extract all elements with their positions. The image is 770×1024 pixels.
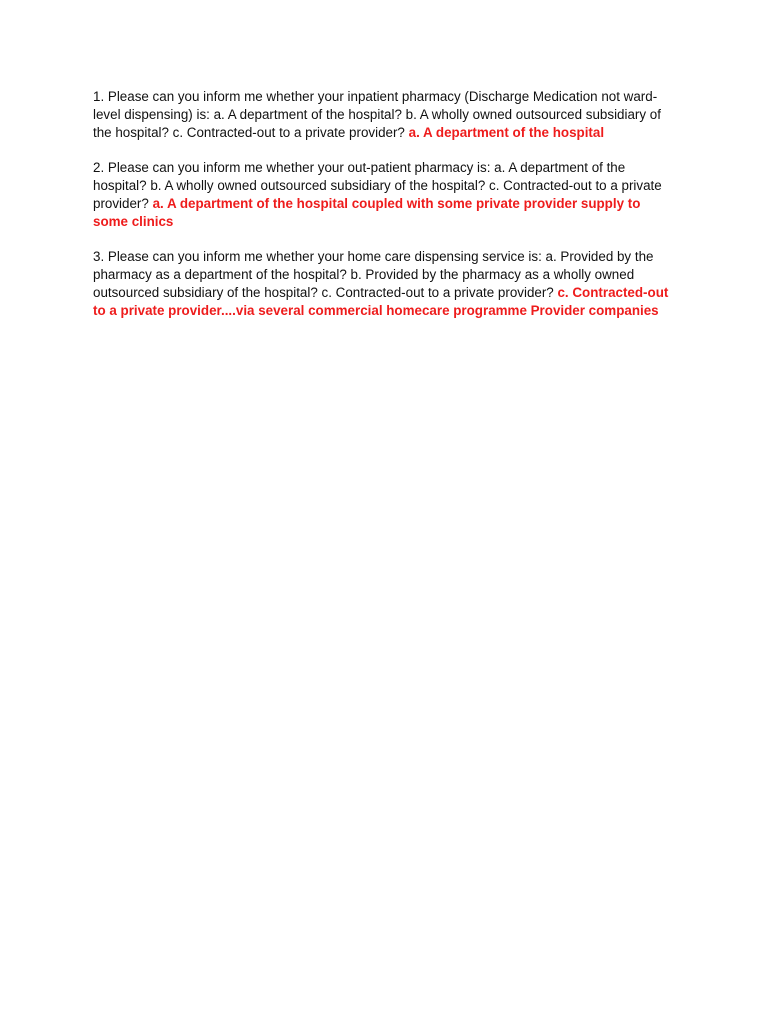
answer-text: c. Contracted-out to a private provider....via several commercial homecare programme Provider companies: [93, 285, 669, 318]
qa-item-2: [93, 159, 678, 231]
answer-text: a. A department of the hospital coupled with some private provider supply to some clinics: [93, 196, 641, 229]
question-text: 1. Please can you inform me whether your inpatient pharmacy (Discharge Medication not ward-level dispensing) is: a. A department of the hospital? b. A wholly owned outsourced subsidiary of the hospital? c. Contracted-out to a private provider?: [93, 89, 661, 140]
qa-item-1: [93, 88, 678, 142]
qa-item-3: [93, 248, 678, 320]
document-page: [93, 88, 678, 337]
question-text: 2. Please can you inform me whether your out-patient pharmacy is: a. A department of the hospital? b. A wholly owned outsourced subsidiary of the hospital? c. Contracted-out to a private provider?: [93, 160, 662, 211]
answer-text: a. A department of the hospital: [408, 125, 605, 140]
question-text: 3. Please can you inform me whether your home care dispensing service is: a. Provided by the pharmacy as a department of the hospital? b. Provided by the pharmacy as a wholly owned outsourced subsidiary of the hospital? c. Contracted-out to a private provider?: [93, 249, 654, 300]
